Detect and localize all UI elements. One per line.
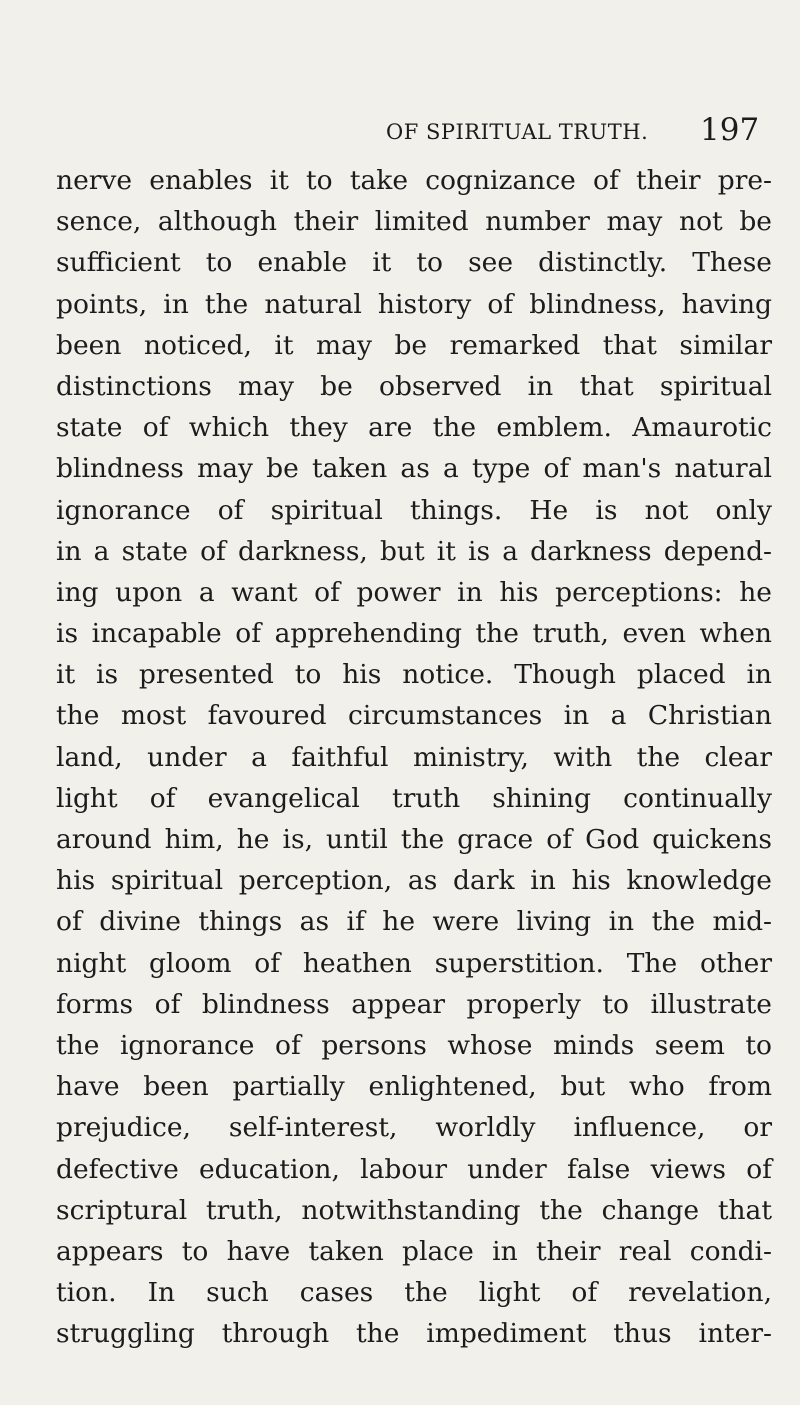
text-line: have been partially enlightened, but who from bbox=[56, 1071, 772, 1103]
text-line: scriptural truth, notwithstanding the change that bbox=[56, 1194, 772, 1226]
text-line: tion. In such cases the light of revelation, bbox=[56, 1277, 772, 1309]
text-line: sence, although their limited number may not be bbox=[56, 206, 772, 238]
text-line: sufficient to enable it to see distinctly. These bbox=[56, 247, 772, 279]
text-line: struggling through the impediment thus inter- bbox=[56, 1318, 772, 1350]
text-line: ing upon a want of power in his perceptions: he bbox=[56, 576, 772, 608]
text-line: the most favoured circumstances in a Christian bbox=[56, 700, 772, 732]
text-line: around him, he is, until the grace of God quickens bbox=[56, 824, 772, 855]
text-line: light of evangelical truth shining continually bbox=[56, 782, 772, 814]
text-line: forms of blindness appear properly to illustrate bbox=[56, 988, 772, 1020]
text-line: his spiritual perception, as dark in his knowledge bbox=[56, 865, 772, 897]
text-line: is incapable of apprehending the truth, even when bbox=[56, 618, 772, 650]
text-line: points, in the natural history of blindness, having bbox=[56, 288, 772, 320]
text-line: prejudice, self-interest, worldly influence, or bbox=[56, 1112, 772, 1144]
text-line: land, under a faithful ministry, with the clear bbox=[56, 741, 772, 773]
text-line: nerve enables it to take cognizance of their pre- bbox=[56, 165, 772, 196]
text-line: been noticed, it may be remarked that similar bbox=[56, 329, 772, 361]
text-line: ignorance of spiritual things. He is not only bbox=[56, 494, 772, 526]
text-line: distinctions may be observed in that spiritual bbox=[56, 370, 772, 402]
text-line: night gloom of heathen superstition. The other bbox=[56, 947, 772, 979]
text-line: it is presented to his notice. Though placed in bbox=[56, 659, 772, 691]
text-line: the ignorance of persons whose minds seem to bbox=[56, 1029, 772, 1061]
text-line: of divine things as if he were living in the mid- bbox=[56, 906, 772, 938]
text-line: state of which they are the emblem. Amaurotic bbox=[56, 412, 772, 444]
running-title: OF SPIRITUAL TRUTH. bbox=[386, 120, 649, 144]
page-number: 197 bbox=[700, 112, 760, 148]
text-line: defective education, labour under false views of bbox=[56, 1153, 772, 1185]
text-line: appears to have taken place in their real condi- bbox=[56, 1235, 772, 1267]
running-head bbox=[0, 112, 800, 152]
text-line: blindness may be taken as a type of man's natural bbox=[56, 453, 772, 485]
text-line: in a state of darkness, but it is a darkness depend- bbox=[56, 535, 772, 567]
body-text bbox=[56, 160, 772, 1354]
